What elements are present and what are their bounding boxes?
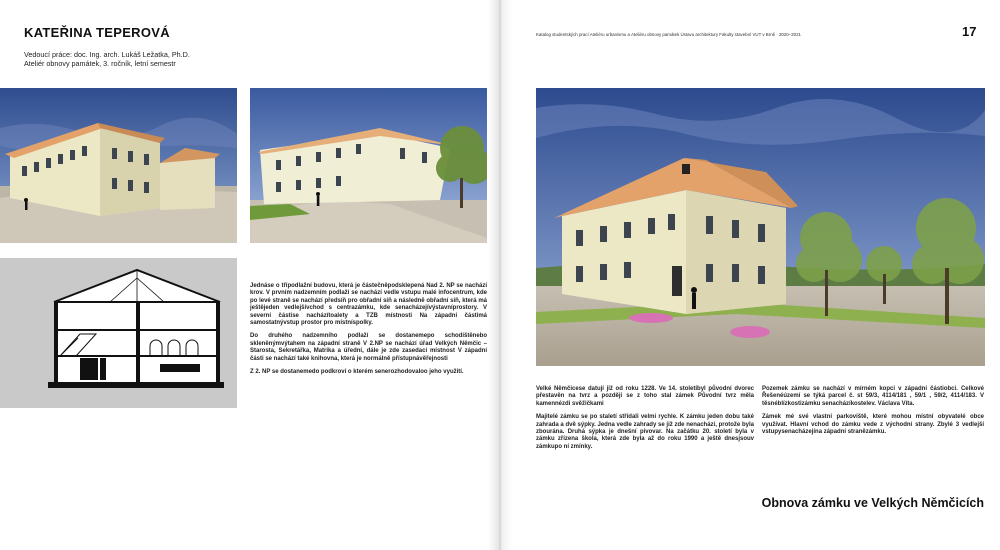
running-head: Katalog studentských prací Ateliéru urbanismu a Ateliéru obnovy památek Ústavu architektury Fakulty stavební VUT v Brně · 2020–2021 — [536, 32, 801, 37]
supervisor-line: Vedoucí práce: doc. Ing. arch. Lukáš Ležatka, Ph.D. — [24, 50, 190, 59]
left-paragraph-3: Z 2. NP se dostanemedo podkroví o kterém senerozhodovaloo jeho využití. — [250, 369, 464, 376]
page-number: 17 — [962, 24, 977, 39]
render-perspective-corner — [0, 88, 237, 243]
right-col2-text — [762, 386, 984, 442]
render-courtyard-view — [250, 88, 487, 243]
render-hero-view — [536, 88, 985, 366]
project-title: Obnova zámku ve Velkých Němčicích — [761, 496, 984, 510]
right-page — [500, 0, 1000, 550]
author-name: KATEŘINA TEPEROVÁ — [24, 25, 170, 40]
left-paragraph-2: Do druhého nadzemního podlaží se dostanemepo schodištěnebo skleněnýmvýtahem na západní straně V 2.NP se nachází úřad Velkých Němčic – Starosta, Sekretářka, Matrika a úřední, dále je zde zasedací místnost V západní části se nachází také knihovna, která je normálně přístupnávěřejnosti — [250, 333, 487, 362]
left-paragraph-1: Jednáse o třípodlažní budovu, která je částečněpodsklepená Nad 2. NP se nachází krov. V prvním nadzemním podlaží se nachází vedle vstupu malé infocentrum, kde po levé straně se nachází předsíň pro obřadní síň a následně obřadní síň, která má ještějeden vedlejšívchod s centrazámku, kde senacházejívýstavníprostory. V severní částise nacházítoalety a TZB místnosti Na západní částimá samostatnývstup prostor pro místníspolky. — [250, 283, 487, 327]
left-body-text — [250, 283, 487, 382]
right-col1-paragraph-2: Majitelé zámku se po staletí střídali velmi rychle. K zámku jeden dobu také zahrada a dvě sýpky. Jedna vedle zahrady se již zde nenachází, protože byla zbourána. Druhá sýpka je dnešní pivovar. Na začátku 20. století byla v zámku zřízena škola, která zde byla až do roku 1990 a ještě dnesjsouv zámkupo ní zmínky. — [536, 414, 754, 450]
right-col1-paragraph-1: Velké Němčicese datují již od roku 1228. Ve 14. stoletíbyl původní dvorec přestavěn na tvrz a později se z toho stal zámek Původní tvrz měla kamennézdi svěžičkami — [536, 386, 754, 407]
right-col2-paragraph-1: Pozemek zámku se nachází v mírném kopci v západní částiobci. Celkové Řešenéúzemí se týká parcel č. st 59/3, 4114/181 , 59/1 , 59/2, 4114/183. V těsnéblízkostizámku senacházíkostelev. Václava Víta. — [762, 386, 984, 407]
right-col2-paragraph-2: Zámek mé své vlastní parkoviště, které mohou místní obyvatelé obce využívat. Hlavní vchod do zámku vede z východní strany. Zbylé 3 vedlejší vstupysenacházejína západní stranězámku. — [762, 414, 984, 436]
studio-line: Ateliér obnovy památek, 3. ročník, letní semestr — [24, 59, 176, 68]
section-drawing — [40, 264, 224, 396]
right-col1-text — [536, 386, 754, 457]
